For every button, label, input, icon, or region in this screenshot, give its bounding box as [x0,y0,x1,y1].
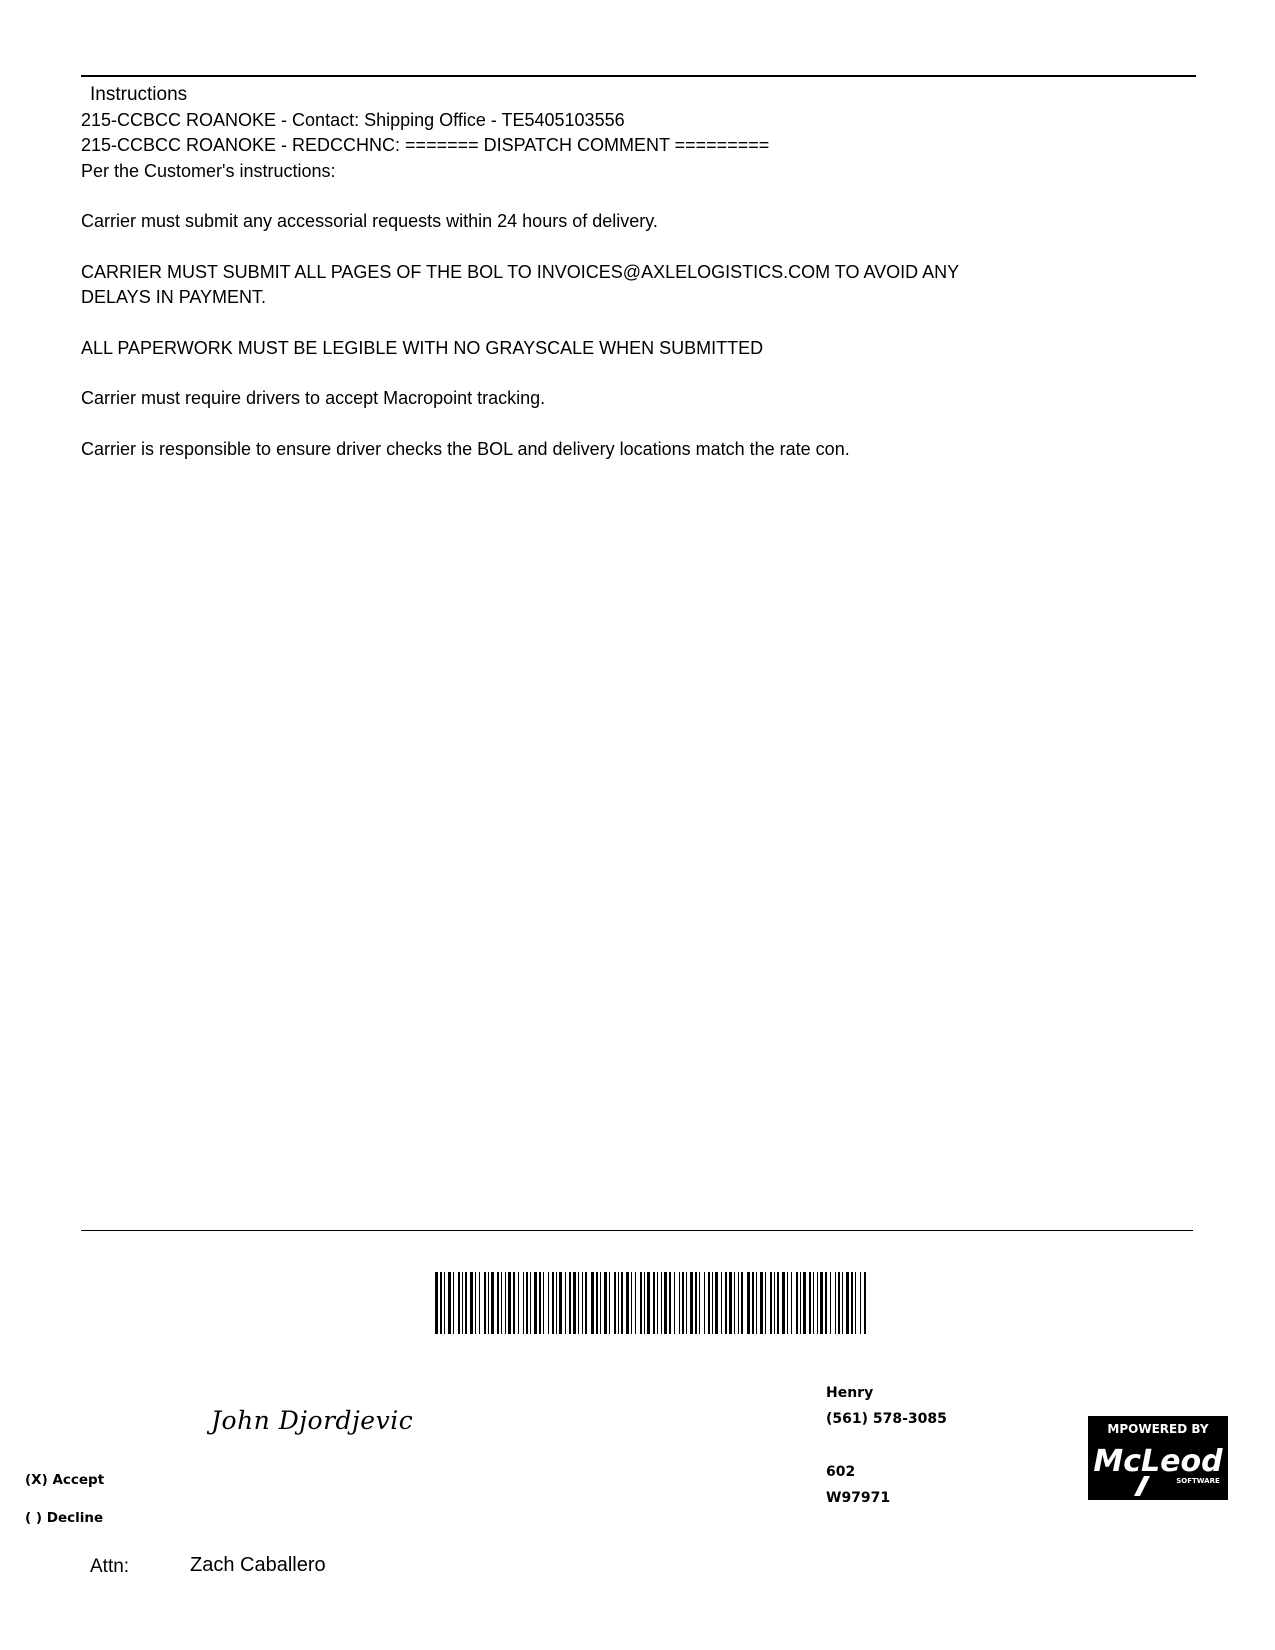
instruction-line: Per the Customer's instructions: [81,160,336,181]
accept-option: (X) Accept [25,1472,105,1488]
contact-phone: (561) 578-3085 [826,1411,947,1427]
instruction-paragraph: Carrier is responsible to ensure driver checks the BOL and delivery locations match the rate con. [81,438,850,459]
instructions-section [81,82,1191,462]
contact-code: W97971 [826,1490,891,1506]
bottom-divider [81,1230,1193,1231]
instruction-paragraph: DELAYS IN PAYMENT. [81,287,267,307]
contact-code: 602 [826,1464,856,1480]
attn-name: Zach Caballero [190,1554,326,1576]
instruction-paragraph: CARRIER MUST SUBMIT ALL PAGES OF THE BOL TO INVOICES@AXLELOGISTICS.COM TO AVOID ANY [81,261,960,282]
signature: John Djordjevic [211,1406,414,1435]
top-divider [81,75,1196,77]
svg-text:SOFTWARE: SOFTWARE [1176,1477,1220,1485]
instruction-paragraph: ALL PAPERWORK MUST BE LEGIBLE WITH NO GRAYSCALE WHEN SUBMITTED [81,337,764,358]
mcleod-logo [1088,1416,1228,1500]
contact-name: Henry [826,1385,874,1401]
svg-text:MPOWERED BY: MPOWERED BY [1107,1422,1209,1436]
decline-option: ( ) Decline [25,1510,104,1526]
instruction-line: 215-CCBCC ROANOKE - REDCCHNC: ======= DISPATCH COMMENT ========= [81,135,770,155]
barcode-image [435,1272,868,1334]
instruction-line: 215-CCBCC ROANOKE - Contact: Shipping Office - TE5405103556 [81,109,625,130]
instruction-paragraph: Carrier must require drivers to accept Macropoint tracking. [81,388,546,408]
svg-text:McLeod: McLeod [1093,1444,1223,1479]
attn-label: Attn: [90,1556,130,1577]
instruction-paragraph: Carrier must submit any accessorial requests within 24 hours of delivery. [81,211,658,231]
instructions-heading: Instructions [90,84,188,105]
